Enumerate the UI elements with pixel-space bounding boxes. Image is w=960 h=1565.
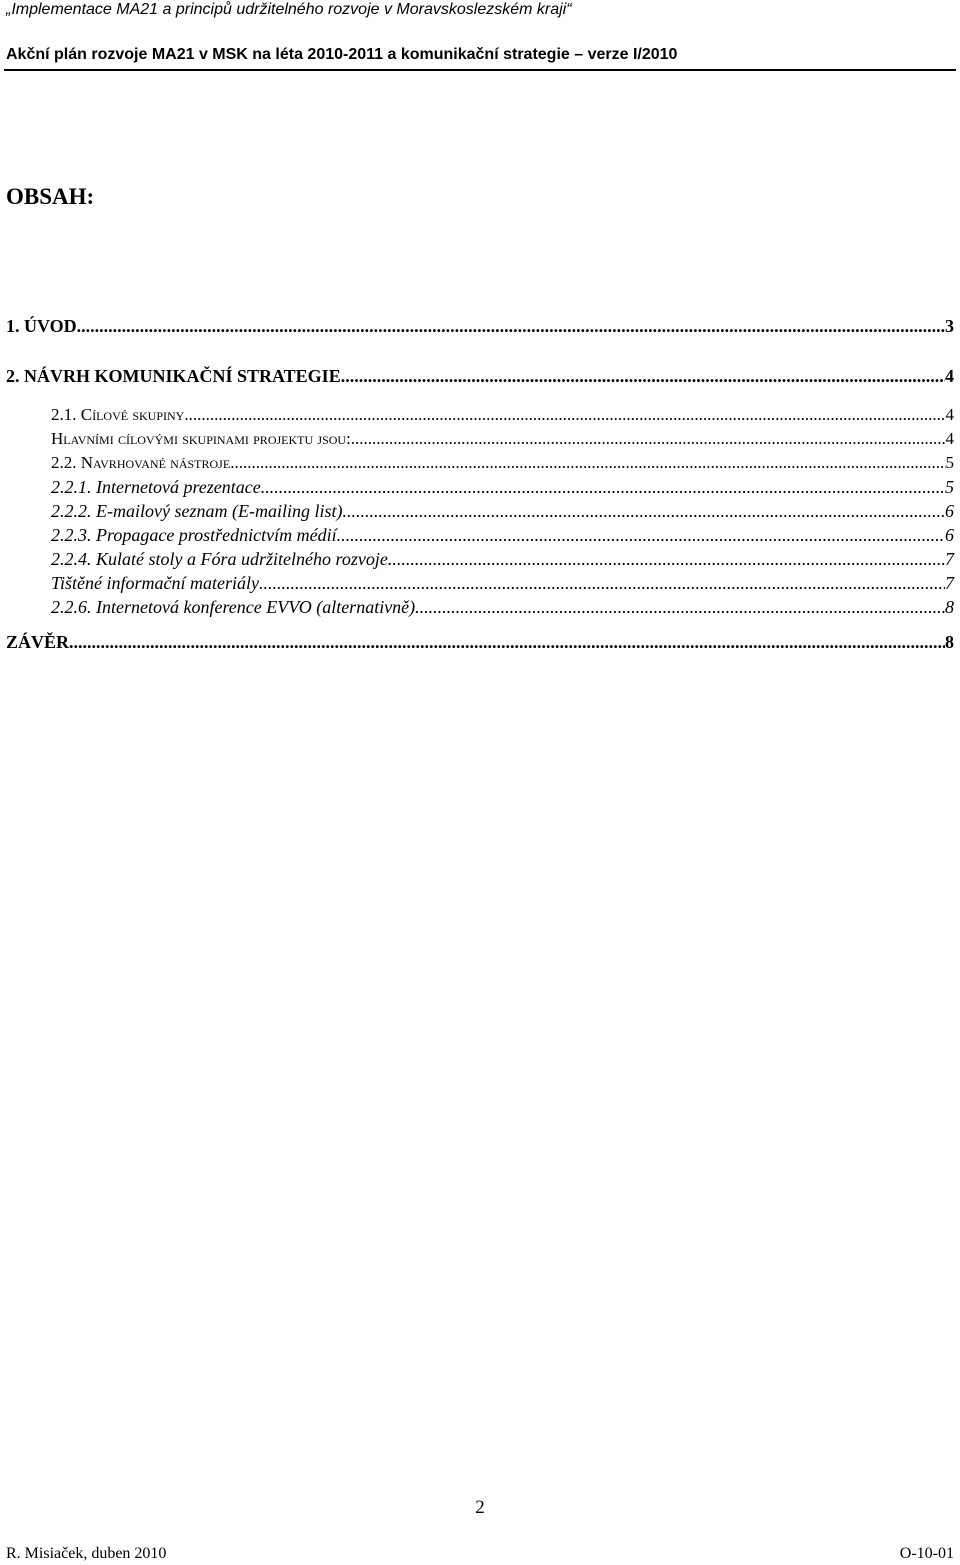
toc-leader-dots: [69, 632, 945, 653]
toc-entry-title: 2.1. Cílové skupiny: [51, 405, 185, 424]
project-title: „Implementace MA21 a principů udržitelného rozvoje v Moravskoslezském kraji“: [6, 1, 572, 18]
toc-entry-page: 5: [945, 453, 954, 472]
toc-entry-title: 2.2.2. E-mailový seznam (E-mailing list): [51, 501, 343, 521]
toc-entry-navrhovane-nastroje[interactable]: [51, 453, 954, 473]
toc-leader-dots: [259, 573, 945, 594]
toc-entry-e-mailovy-seznam[interactable]: [51, 501, 954, 522]
header-divider: [4, 69, 956, 71]
toc-entry-title: 1. ÚVOD: [6, 316, 77, 336]
toc-leader-dots: [341, 366, 945, 387]
toc-entry-title: 2.2.3. Propagace prostřednictvím médií: [51, 525, 337, 545]
page-number: 2: [475, 1497, 485, 1518]
toc-entry-title: ZÁVĚR: [6, 632, 70, 652]
toc-entry-page: 4: [945, 429, 954, 448]
toc-heading: OBSAH:: [6, 184, 95, 209]
toc-entry-title: 2. NÁVRH KOMUNIKAČNÍ STRATEGIE: [6, 366, 341, 386]
toc-entry-page: 8: [945, 632, 954, 652]
toc-entry-cilove-skupiny[interactable]: [51, 405, 954, 425]
toc-leader-dots: [342, 501, 945, 522]
document-title: Akční plán rozvoje MA21 v MSK na léta 2010-2011 a komunikační strategie – verze I/2010: [6, 46, 678, 63]
toc-leader-dots: [230, 453, 945, 473]
toc-entry-internetova-prezentace[interactable]: [51, 477, 954, 498]
toc-entry-navrh-komunikacni-strategie[interactable]: [6, 366, 954, 387]
footer-author-date: R. Misiaček, duben 2010: [6, 1545, 167, 1562]
toc-entry-page: 6: [945, 501, 954, 521]
toc-entry-title: 2.2.4. Kulaté stoly a Fóra udržitelného rozvoje: [51, 549, 388, 569]
toc-leader-dots: [77, 316, 945, 337]
toc-entry-hlavni-cilove-skupiny[interactable]: [51, 429, 954, 449]
toc-entry-title: 2.2.1. Internetová prezentace: [51, 477, 261, 497]
toc-entry-page: 4: [945, 366, 954, 386]
toc-entry-page: 7: [945, 573, 954, 593]
toc-entry-page: 4: [945, 405, 954, 424]
toc-entry-page: 6: [945, 525, 954, 545]
footer-doc-code: O-10-01: [899, 1545, 954, 1562]
toc-entry-uvod[interactable]: [6, 316, 954, 337]
toc-entry-title: 2.2. Navrhované nástroje: [51, 453, 231, 472]
toc-entry-tistene-materialy[interactable]: [51, 573, 954, 594]
toc-entry-title: Tištěné informační materiály: [51, 573, 259, 593]
toc-leader-dots: [388, 549, 945, 570]
toc-leader-dots: [184, 405, 945, 425]
toc-entry-title: 2.2.6. Internetová konference EVVO (alternativně): [51, 597, 416, 617]
toc-entry-page: 8: [945, 597, 954, 617]
toc-entry-page: 7: [945, 549, 954, 569]
toc-leader-dots: [337, 525, 945, 546]
toc-entry-title: Hlavními cílovými skupinami projektu jsou:: [51, 429, 351, 448]
toc-entry-zaver[interactable]: [6, 632, 954, 653]
toc-entry-internetova-konference[interactable]: [51, 597, 954, 618]
toc-leader-dots: [261, 477, 945, 498]
toc-leader-dots: [351, 429, 946, 449]
toc-entry-page: 5: [945, 477, 954, 497]
toc-leader-dots: [415, 597, 945, 618]
toc-entry-kulate-stoly[interactable]: [51, 549, 954, 570]
toc-entry-page: 3: [945, 316, 954, 336]
toc-entry-propagace-media[interactable]: [51, 525, 954, 546]
